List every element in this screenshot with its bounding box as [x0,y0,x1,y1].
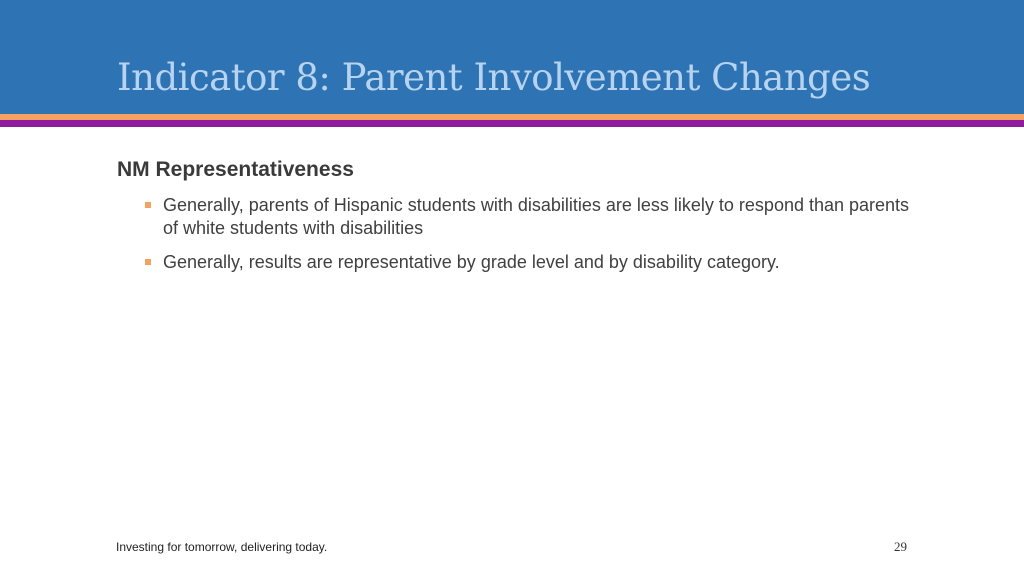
section-heading: NM Representativeness [117,158,354,181]
bullet-text: Generally, parents of Hispanic students with disabilities are less likely to respond than parents of white students with disabilities [163,195,910,238]
bullet-list [117,194,917,274]
slide-content [117,158,917,285]
page-number: 29 [894,539,907,554]
bullet-item [117,194,917,240]
bullet-item [117,251,917,274]
footer-tagline: Investing for tomorrow, delivering today. [116,540,328,554]
square-bullet-icon [145,202,151,208]
purple-divider-stripe [0,120,1024,127]
square-bullet-icon [145,259,151,265]
slide-title: Indicator 8: Parent Involvement Changes [117,56,871,99]
bullet-text: Generally, results are representative by grade level and by disability category. [163,252,780,272]
